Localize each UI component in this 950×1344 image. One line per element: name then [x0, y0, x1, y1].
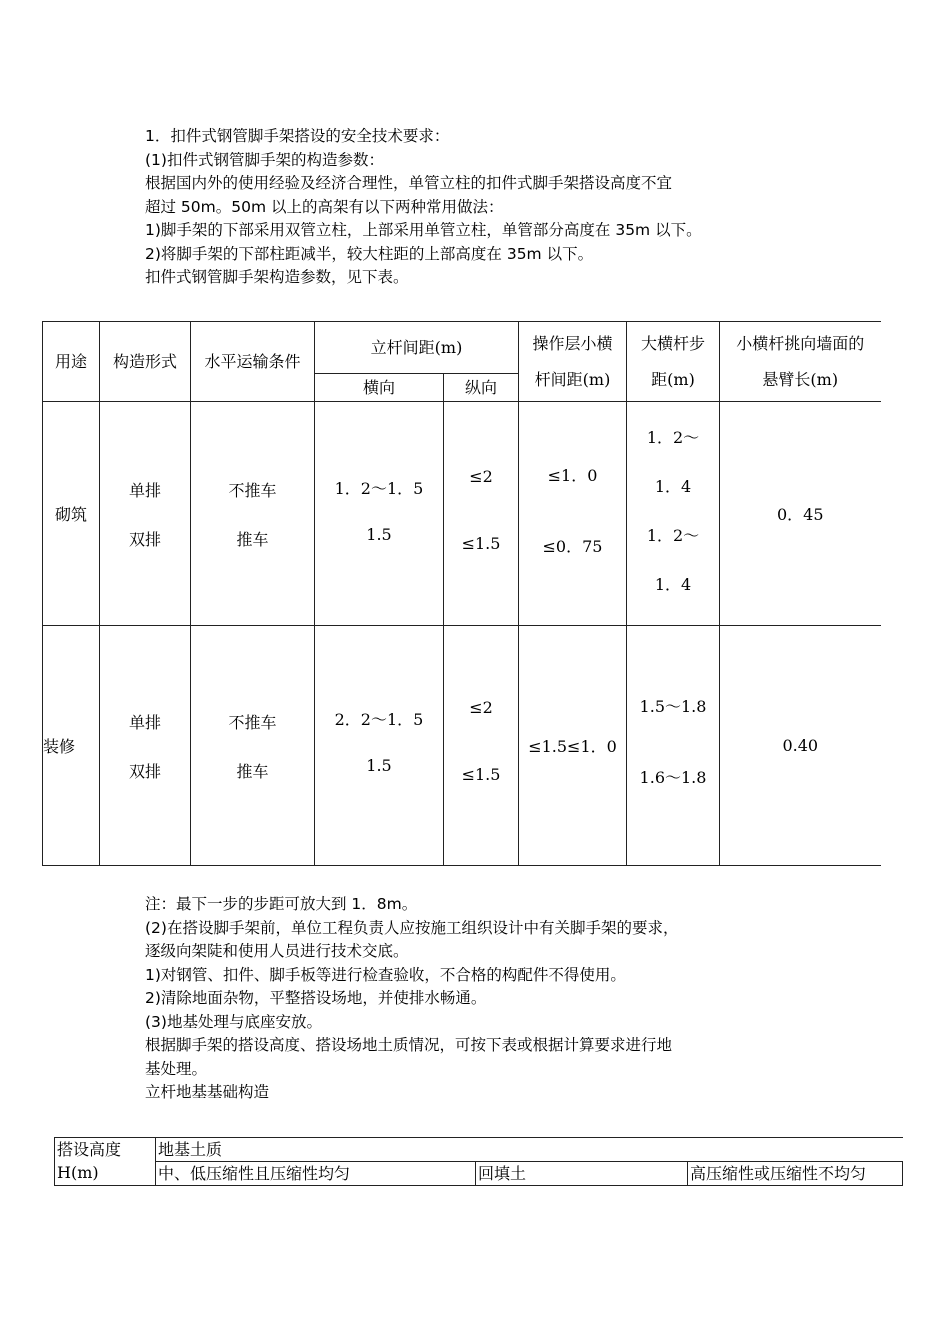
cell-value: ≤1.5	[461, 533, 501, 553]
header-form: 构造形式	[100, 322, 191, 402]
cell-value: 双排	[128, 761, 161, 781]
cell-value: 单排	[128, 480, 161, 500]
cell-value: 单排	[128, 712, 161, 732]
cell-value: 1.5～1.8	[639, 696, 707, 716]
cell-height	[55, 1138, 156, 1186]
text-line: 1)脚手架的下部采用双管立柱，上部采用单管立柱，单管部分高度在 35m 以下。	[145, 221, 702, 239]
header-big-bar-line2: 距(m)	[651, 369, 695, 389]
cell-transverse	[315, 626, 444, 866]
cell-soil: 地基土质	[156, 1138, 903, 1162]
header-big-bar-line1: 大横杆步	[640, 333, 705, 353]
cell-value: 1．4	[654, 476, 692, 496]
header-big-bar	[627, 322, 720, 402]
text-line: 1．扣件式钢管脚手架搭设的安全技术要求：	[145, 127, 450, 145]
after-paragraph	[145, 893, 825, 1105]
cell-longitudinal	[444, 626, 519, 866]
text-line: 2)清除地面杂物，平整搭设场地，并使排水畅通。	[145, 989, 487, 1007]
header-cantilever-line1: 小横杆挑向墙面的	[736, 333, 865, 353]
text-line: 注：最下一步的步距可放大到 1．8m。	[145, 895, 418, 913]
cell-value: ≤1.5	[461, 764, 501, 784]
cell-value: ≤0．75	[542, 536, 603, 556]
text-line: 立杆地基基础构造	[145, 1083, 270, 1101]
cell-soil-type: 中、低压缩性且压缩性均匀	[156, 1162, 476, 1186]
text-line: (3)地基处理与底座安放。	[145, 1012, 322, 1031]
cell-value: 2．2～1．5	[334, 709, 424, 729]
text-line: 2)将脚手架的下部柱距减半，较大柱距的上部高度在 35m 以下。	[145, 244, 594, 263]
cell-use: 砌筑	[43, 402, 100, 626]
cell-value: 推车	[236, 529, 269, 549]
header-small-bar-line2: 杆间距(m)	[534, 369, 611, 389]
text-line: (2)在搭设脚手架前，单位工程负责人应按施工组织设计中有关脚手架的要求，	[145, 918, 679, 937]
cell-value: 1.6～1.8	[639, 767, 707, 787]
header-cantilever-line2: 悬臂长(m)	[762, 369, 839, 389]
cell-big-bar	[627, 626, 720, 866]
scaffold-parameters-table	[42, 321, 881, 866]
header-longitudinal: 纵向	[444, 374, 519, 402]
text-line: 根据脚手架的搭设高度、搭设场地土质情况，可按下表或根据计算要求进行地	[145, 1036, 673, 1054]
cell-transport	[191, 626, 315, 866]
text-line: 超过 50m。50m 以上的高架有以下两种常用做法：	[145, 197, 504, 216]
cell-soil-type: 回填土	[476, 1162, 688, 1186]
cell-form	[100, 626, 191, 866]
cell-value: 不推车	[228, 480, 277, 500]
cell-value: 1.5	[366, 755, 392, 775]
header-transverse: 横向	[315, 374, 444, 402]
header-pole-spacing: 立杆间距(m)	[315, 322, 519, 374]
header-cantilever	[720, 322, 881, 402]
cell-value: 双排	[128, 529, 161, 549]
cell-transport	[191, 402, 315, 626]
text-line: 扣件式钢管脚手架构造参数，见下表。	[145, 268, 409, 286]
cell-value: 1．2～	[646, 525, 700, 545]
text-line: (1)扣件式钢管脚手架的构造参数：	[145, 150, 384, 169]
table-row	[43, 402, 881, 626]
text-line: 逐级向架陡和使用人员进行技术交底。	[145, 942, 409, 960]
cell-use: 装修	[43, 626, 100, 866]
intro-paragraph	[145, 125, 825, 290]
cell-value: 推车	[236, 761, 269, 781]
cell-cantilever: 0．45	[720, 402, 881, 626]
cell-value: 1.5	[366, 524, 392, 544]
header-small-bar	[519, 322, 627, 402]
cell-big-bar	[627, 402, 720, 626]
table-row	[55, 1162, 903, 1186]
text-line: 1)对钢管、扣件、脚手板等进行检查验收，不合格的构配件不得使用。	[145, 965, 626, 984]
cell-transverse	[315, 402, 444, 626]
table-row	[55, 1138, 903, 1162]
cell-height-line1: 搭设高度	[57, 1140, 122, 1159]
cell-small-bar	[519, 402, 627, 626]
cell-value: ≤2	[469, 697, 493, 717]
cell-value: 1．4	[654, 574, 692, 594]
cell-height-line2: H(m)	[57, 1163, 99, 1182]
header-transport: 水平运输条件	[191, 322, 315, 402]
table-row	[43, 626, 881, 866]
cell-value: ≤1．0	[547, 465, 598, 485]
cell-longitudinal	[444, 402, 519, 626]
cell-small-bar: ≤1.5≤1．0	[519, 626, 627, 866]
foundation-table	[54, 1137, 903, 1186]
header-use: 用途	[43, 322, 100, 402]
cell-form	[100, 402, 191, 626]
cell-soil-type: 高压缩性或压缩性不均匀	[688, 1162, 903, 1186]
cell-cantilever: 0.40	[720, 626, 881, 866]
cell-value: 1．2～1．5	[334, 478, 424, 498]
text-line: 基处理。	[145, 1059, 208, 1078]
cell-value: 1．2～	[646, 427, 700, 447]
cell-value: ≤2	[469, 466, 493, 486]
cell-value: 不推车	[228, 712, 277, 732]
text-line: 根据国内外的使用经验及经济合理性，单管立柱的扣件式脚手架搭设高度不宜	[145, 174, 673, 192]
header-small-bar-line1: 操作层小横	[532, 333, 613, 353]
